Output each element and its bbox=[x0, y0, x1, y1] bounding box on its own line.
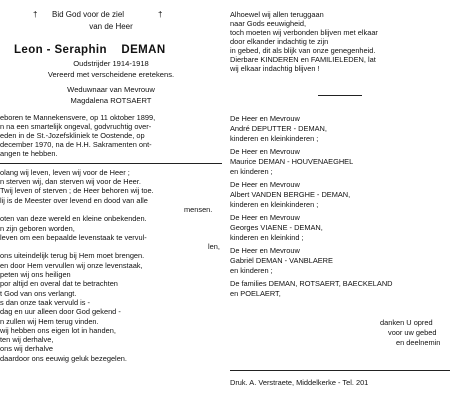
verse-line: en door Hem vervullen wij onze levenstaak, bbox=[0, 261, 143, 270]
verse-line: n sterven wij, dan sterven wij voor de Heer. bbox=[0, 177, 141, 186]
family-line: en kinderen ; bbox=[230, 167, 273, 176]
family-line: kinderen en kleinkinderen ; bbox=[230, 134, 319, 143]
family-line: De Heer en Mevrouw bbox=[230, 246, 300, 255]
family-line: Albert VANDEN BERGHE - DEMAN, bbox=[230, 190, 351, 199]
prayer-line-1: Bid God voor de ziel bbox=[52, 10, 125, 19]
divider-bottom bbox=[230, 370, 450, 371]
verse-line: lij is de Meester over levend en dood van alle bbox=[0, 196, 148, 205]
divider-top bbox=[0, 163, 222, 164]
family-line: De Heer en Mevrouw bbox=[230, 213, 300, 222]
verse-line: mensen. bbox=[184, 205, 213, 214]
thanks-line: en deelnemin bbox=[396, 338, 441, 347]
deceased-name bbox=[14, 40, 166, 58]
bio-line: angen te hebben. bbox=[0, 149, 58, 158]
verse-line: n zijn geboren worden, bbox=[0, 224, 75, 233]
family-line: Maurice DEMAN - HOUVENAEGHEL bbox=[230, 157, 354, 166]
family-line: Gabriël DEMAN - VANBLAERE bbox=[230, 256, 333, 265]
deceased-first-names: Leon - Seraphin bbox=[14, 44, 107, 56]
oudstrijder-line: Oudstrijder 1914-1918 bbox=[73, 59, 149, 68]
family-line: Georges VIAENE - DEMAN, bbox=[230, 223, 323, 232]
prayer-line-2: van de Heer bbox=[89, 22, 133, 31]
intro-line: Alhoewel wij allen teruggaan bbox=[230, 10, 324, 19]
vereerd-line: Vereerd met verscheidene eretekens. bbox=[47, 70, 175, 79]
bio-line: eden in de St.-Jozefskliniek te Oostende, op bbox=[0, 131, 145, 140]
intro-line: Dierbare KINDEREN en FAMILIELEDEN, lat bbox=[230, 55, 376, 64]
verse-line: ten wij derhalve, bbox=[0, 335, 54, 344]
verse-line: Twij leven of sterven ; de Heer behoren wij toe. bbox=[0, 186, 154, 195]
printer-credit: Druk. A. Verstraete, Middelkerke - Tel. 201 bbox=[230, 378, 369, 387]
cross-left-icon: † bbox=[33, 10, 38, 19]
verse-line: ons uiteindelijk terug bij Hem moet brengen. bbox=[0, 251, 145, 260]
bio-line: december 1970, na de H.H. Sakramenten ont- bbox=[0, 140, 152, 149]
family-line: André DEPUTTER - DEMAN, bbox=[230, 124, 327, 133]
verse-line: len, bbox=[208, 242, 220, 251]
verse-line: t God van ons verlangt. bbox=[0, 289, 77, 298]
bio-line: eboren te Mannekensvere, op 11 oktober 1899, bbox=[0, 113, 156, 122]
verse-line: peten wij ons heiligen bbox=[0, 270, 71, 279]
intro-line: in gebed, dit als blijk van onze genegenheid. bbox=[230, 46, 376, 55]
thanks-line: voor uw gebed bbox=[388, 328, 437, 337]
family-line: De Heer en Mevrouw bbox=[230, 147, 300, 156]
verse-line: olang wij leven, leven wij voor de Heer ; bbox=[0, 168, 130, 177]
verse-line: s dan onze taak vervuld is - bbox=[0, 298, 90, 307]
right-column bbox=[230, 0, 450, 400]
verse-line: dag en uur alleen door God gekend - bbox=[0, 307, 121, 316]
verse-line: daardoor ons eeuwig geluk bezegelen. bbox=[0, 354, 127, 363]
verse-line: oten van deze wereld en kleine onbekenden. bbox=[0, 214, 147, 223]
verse-line: wij hebben ons eigen lot in handen, bbox=[0, 326, 116, 335]
family-line: De families DEMAN, ROTSAERT, BAECKELAND bbox=[230, 279, 393, 288]
deceased-last-name: DEMAN bbox=[121, 44, 166, 56]
intro-line: naar Gods eeuwigheid, bbox=[230, 19, 307, 28]
verse-line: leven om een bepaalde levenstaak te vervul- bbox=[0, 233, 147, 242]
thanks-line: danken U opred bbox=[380, 318, 433, 327]
family-line: De Heer en Mevrouw bbox=[230, 114, 300, 123]
bio-line: n na een smartelijk ongeval, godvruchtig over- bbox=[0, 122, 152, 131]
short-divider bbox=[318, 95, 362, 96]
family-line: en kinderen ; bbox=[230, 266, 273, 275]
cross-right-icon: † bbox=[158, 10, 163, 19]
intro-line: toch moeten wij verbonden blijven met elkaar bbox=[230, 28, 378, 37]
verse-line: n zullen wij Hem terug vinden. bbox=[0, 317, 99, 326]
family-line: kinderen en kleinkind ; bbox=[230, 233, 304, 242]
intro-line: wij elkaar indachtig blijven ! bbox=[230, 64, 320, 73]
verse-line: ons wij derhalve bbox=[0, 344, 53, 353]
family-line: De Heer en Mevrouw bbox=[230, 180, 300, 189]
left-column bbox=[0, 0, 222, 400]
verse-line: por altijd en overal dat te betrachten bbox=[0, 279, 118, 288]
intro-line: door elkander indachtig te zijn bbox=[230, 37, 329, 46]
family-line: en POELAERT, bbox=[230, 289, 281, 298]
weduwnaar-line: Weduwnaar van Mevrouw bbox=[67, 85, 155, 94]
wife-name-line: Magdalena ROTSAERT bbox=[70, 96, 152, 105]
family-line: kinderen en kleinkinderen ; bbox=[230, 200, 319, 209]
